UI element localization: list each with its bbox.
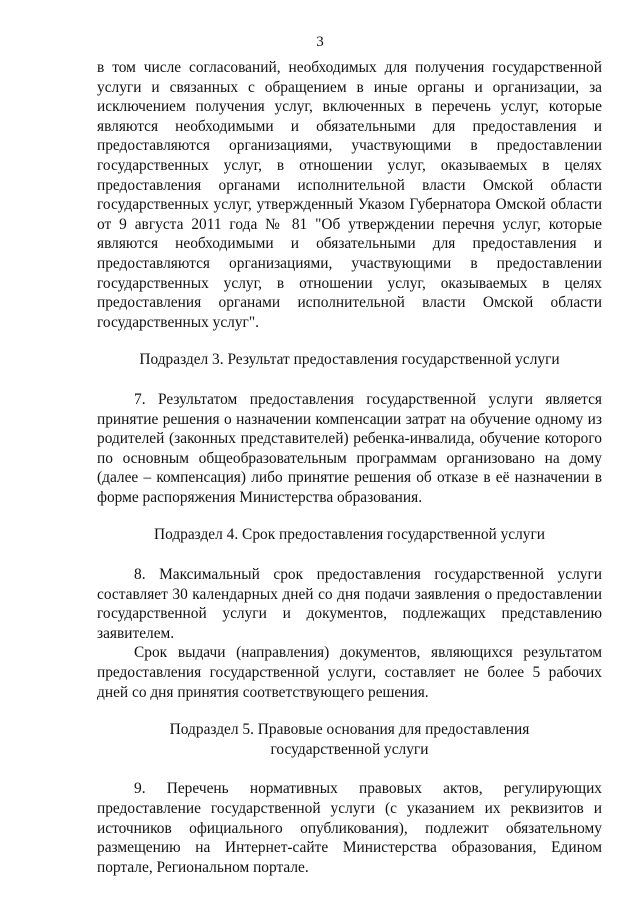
paragraph-8: 8. Максимальный срок предоставления государственной услуги составляет 30 календарных дней со дня подачи заявления о предоставлении государственной услуги и документов, подлежащих представлению заявителем.	[97, 566, 602, 642]
section-heading-5	[97, 720, 602, 759]
section-heading-5-line-2: государственной услуги	[270, 740, 429, 758]
paragraph-9: 9. Перечень нормативных правовых актов, регулирующих предоставление государственной услуги (с указанием их реквизитов и источников официального опубликования), подлежит обязательному размещению на Интернет-сайте Министерства образования, Едином портале, Региональном портале.	[97, 780, 602, 876]
paragraph-8-term: Срок выдачи (направления) документов, являющихся результатом предоставления государственной услуги, составляет не более 5 рабочих дней со дня принятия соответствующего решения.	[97, 644, 602, 701]
document-body	[97, 58, 602, 877]
page-number: 3	[316, 34, 324, 50]
section-heading-5-line-1: Подраздел 5. Правовые основания для предоставления	[169, 721, 530, 739]
section-heading-3: Подраздел 3. Результат предоставления государственной услуги	[139, 351, 560, 369]
continuation-paragraph: в том числе согласований, необходимых для получения государственной услуги и связанных с обращением в иные органы и организации, за исключением получения услуг, включенных в перечень услуг, которые являются необходимыми и обязательными для предоставления и предоставляются организациями, участвующими в предоставлении государственных услуг, в отношении услуг, оказываемых в целях предоставления органами исполнительной власти Омской области государственных услуг, утвержденный Указом Губернатора Омской области от 9 августа 2011 года № 81 "Об утверждении перечня услуг, которые являются необходимыми и обязательными для предоставления и предоставляются организациями, участвующими в предоставлении государственных услуг, в отношении услуг, оказываемых в целях предоставления органами исполнительной власти Омской области государственных услуг".	[97, 59, 602, 331]
section-heading-4: Подраздел 4. Срок предоставления государственной услуги	[153, 526, 546, 544]
paragraph-7: 7. Результатом предоставления государственной услуги является принятие решения о назначении компенсации затрат на обучение одному из родителей (законных представителей) ребенка-инвалида, обучение которого по основным общеобразовательным программам организовано на дому (далее – компенсация) либо принятие решения об отказе в её назначении в форме распоряжения Министерства образования.	[97, 390, 602, 506]
